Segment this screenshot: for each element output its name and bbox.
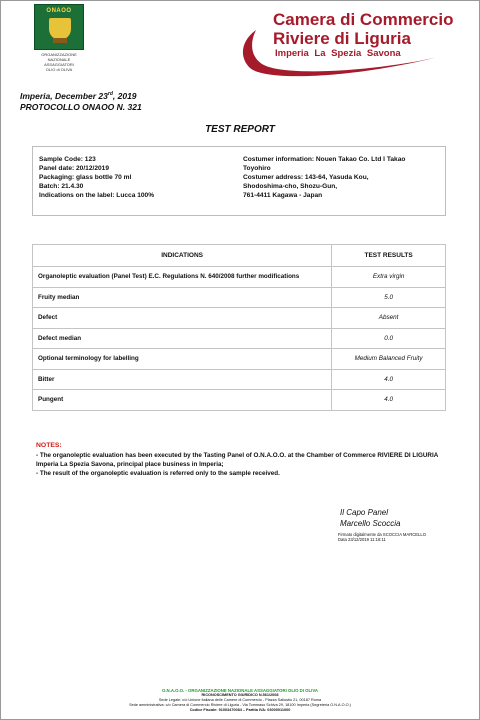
indication-cell: Defect xyxy=(33,308,332,329)
table-row xyxy=(33,267,446,288)
results-table xyxy=(32,244,446,411)
footer-recognition: RICONOSCIMENTO GIURIDICO N.561/2008 xyxy=(201,693,279,697)
result-cell: 4.0 xyxy=(332,390,446,411)
signature-role: Il Capo Panel xyxy=(340,508,389,517)
digital-signature-date: Data 23/12/2019 11:16:11 xyxy=(338,537,386,542)
result-cell: Medium Balanced Fruity xyxy=(332,349,446,370)
label-indications: Indications on the label: Lucca 100% xyxy=(39,192,155,199)
table-row xyxy=(33,328,446,349)
onaoo-logo xyxy=(34,4,84,74)
onaoo-logo-text: ONAOO xyxy=(46,8,72,14)
onaoo-emblem xyxy=(34,4,84,50)
test-results-header: TEST RESULTS xyxy=(332,245,446,267)
onaoo-subtitle-line: ORGANIZZAZIONE xyxy=(41,52,77,57)
footer-org-name: O.N.A.O.O. - ORGANIZZAZIONE NAZIONALE ASSAGGIATORI OLIO DI OLIVA xyxy=(162,688,318,693)
panel-date: Panel date: 20/12/2019 xyxy=(39,165,110,172)
customer-info: Costumer information: Nouen Takao Co. Ltd I Takao xyxy=(243,156,406,163)
onaoo-subtitle-line: NAZIONALE xyxy=(47,57,71,62)
batch: Batch: 21.4.30 xyxy=(39,183,84,190)
report-title: TEST REPORT xyxy=(205,124,275,135)
footer-admin-seat: Sede amministrativa: c/o Camera di Commercio Riviere di Liguria - Via Tommaso Schiva 29, 18100 Imperia (Segreteria O.N.A.O.O.) xyxy=(129,703,351,707)
indication-cell: Fruity median xyxy=(33,287,332,308)
onaoo-subtitle-line: OLIO di OLIVA xyxy=(45,67,73,72)
chamber-title-line2: Riviere di Liguria xyxy=(273,29,411,48)
indication-cell: Defect median xyxy=(33,328,332,349)
page-footer xyxy=(0,688,480,713)
notes-heading: NOTES: xyxy=(36,442,62,449)
sample-info-box xyxy=(32,146,446,216)
customer-address: Costumer address: 143-64, Yasuda Kou, xyxy=(243,174,369,181)
protocol-number: PROTOCOLLO ONAOO N. 321 xyxy=(20,102,142,112)
customer-address-cont: Shodoshima-cho, Shozu-Gun, xyxy=(243,183,338,190)
document-date xyxy=(20,91,137,101)
customer-address-cont: 761-4411 Kagawa - Japan xyxy=(243,192,323,199)
result-cell: Absent xyxy=(332,308,446,329)
indications-header: INDICATIONS xyxy=(33,245,332,267)
cup-base-icon xyxy=(53,38,67,43)
onaoo-subtitle-line: ASSAGGIATORI xyxy=(44,62,74,67)
digital-signature-stamp xyxy=(338,532,426,542)
chamber-title xyxy=(273,10,453,48)
sample-code: Sample Code: 123 xyxy=(39,156,96,163)
olive-cup-icon xyxy=(49,18,71,40)
chamber-title-line1: Camera di Commercio xyxy=(273,10,454,29)
table-row xyxy=(33,369,446,390)
sample-details xyxy=(39,155,239,200)
table-row xyxy=(33,349,446,370)
table-row xyxy=(33,308,446,329)
note-item: - The result of the organoleptic evaluation is referred only to the sample received. xyxy=(36,470,280,477)
table-header-row xyxy=(33,245,446,267)
result-cell: 0.0 xyxy=(332,328,446,349)
table-row xyxy=(33,287,446,308)
result-cell: 4.0 xyxy=(332,369,446,390)
date-text: Imperia, December 23 xyxy=(20,91,108,101)
note-item: - The organoleptic evaluation has been executed by the Tasting Panel of O.N.A.O.O. at the Chamber of Commerce RIVIERE DI LIGURIA Imperia La Spezia Savona, principal place business in Imperia; xyxy=(36,452,439,468)
result-cell: 5.0 xyxy=(332,287,446,308)
onaoo-subtitle xyxy=(34,52,84,72)
notes-body xyxy=(36,451,446,478)
indication-cell: Pungent xyxy=(33,390,332,411)
indication-cell: Organoleptic evaluation (Panel Test) E.C. Regulations N. 640/2008 further modifications xyxy=(33,267,332,288)
date-year: , 2019 xyxy=(112,91,137,101)
chamber-cities: Imperia La Spezia Savona xyxy=(275,48,401,59)
table-row xyxy=(33,390,446,411)
customer-details xyxy=(243,155,443,200)
customer-info-cont: Toyohiro xyxy=(243,165,271,172)
footer-tax-info: Codice Fiscale: 91003470084 – Partita IVA: 03000011000 xyxy=(189,708,291,712)
date-ordinal: rd xyxy=(107,91,113,98)
signature-name: Marcello Scoccia xyxy=(340,519,401,528)
result-cell: Extra virgin xyxy=(332,267,446,288)
indication-cell: Optional terminology for labelling xyxy=(33,349,332,370)
footer-legal-seat: Sede Legale: c/o Unione Italiana delle Camere di Commercio - Piazza Sallustio 21, 00187 Roma xyxy=(158,698,322,702)
packaging: Packaging: glass bottle 70 ml xyxy=(39,174,132,181)
digital-signature-line: Firmato digitalmente da SCOCCIA MARCELLO xyxy=(338,532,426,537)
indication-cell: Bitter xyxy=(33,369,332,390)
